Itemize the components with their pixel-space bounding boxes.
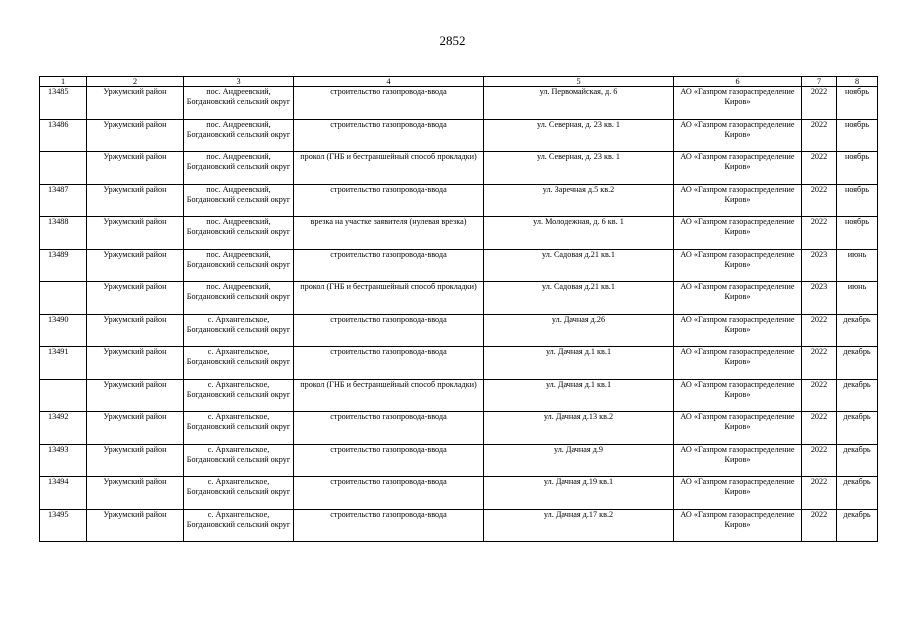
table-row: [40, 282, 878, 315]
cell-settlement: пос. Андреевский, Богдановский сельский округ: [184, 217, 294, 250]
cell-work-type: строительство газопровода-ввода: [294, 444, 484, 477]
table-row: [40, 412, 878, 445]
cell-address: ул. Садовая д.21 кв.1: [484, 249, 674, 282]
cell-district: Уржумский район: [87, 379, 184, 412]
cell-settlement: пос. Андреевский, Богдановский сельский округ: [184, 249, 294, 282]
cell-district: Уржумский район: [87, 249, 184, 282]
table-row: [40, 249, 878, 282]
cell-work-type: строительство газопровода-ввода: [294, 249, 484, 282]
cell-address: ул. Дачная д.13 кв.2: [484, 412, 674, 445]
cell-organization: АО «Газпром газораспределение Киров»: [674, 509, 802, 542]
cell-district: Уржумский район: [87, 347, 184, 380]
column-number: 5: [484, 77, 674, 87]
column-number: 3: [184, 77, 294, 87]
cell-year: 2022: [802, 347, 837, 380]
cell-district: Уржумский район: [87, 282, 184, 315]
cell-month: июнь: [837, 249, 878, 282]
cell-district: Уржумский район: [87, 509, 184, 542]
cell-district: Уржумский район: [87, 87, 184, 120]
cell-address: ул. Дачная д.17 кв.2: [484, 509, 674, 542]
cell-organization: АО «Газпром газораспределение Киров»: [674, 379, 802, 412]
cell-month: декабрь: [837, 314, 878, 347]
cell-organization: АО «Газпром газораспределение Киров»: [674, 412, 802, 445]
cell-address: ул. Дачная д.9: [484, 444, 674, 477]
cell-district: Уржумский район: [87, 477, 184, 510]
cell-organization: АО «Газпром газораспределение Киров»: [674, 249, 802, 282]
cell-number: [40, 152, 87, 185]
table-row: [40, 314, 878, 347]
cell-year: 2022: [802, 217, 837, 250]
cell-month: декабрь: [837, 509, 878, 542]
cell-month: декабрь: [837, 444, 878, 477]
cell-organization: АО «Газпром газораспределение Киров»: [674, 477, 802, 510]
cell-work-type: врезка на участке заявителя (нулевая врезка): [294, 217, 484, 250]
cell-year: 2022: [802, 477, 837, 510]
cell-work-type: строительство газопровода-ввода: [294, 87, 484, 120]
cell-month: ноябрь: [837, 217, 878, 250]
cell-year: 2022: [802, 87, 837, 120]
cell-year: 2022: [802, 119, 837, 152]
cell-organization: АО «Газпром газораспределение Киров»: [674, 119, 802, 152]
cell-district: Уржумский район: [87, 314, 184, 347]
column-number-row: [40, 77, 878, 87]
cell-year: 2022: [802, 184, 837, 217]
cell-work-type: строительство газопровода-ввода: [294, 119, 484, 152]
cell-number: [40, 379, 87, 412]
column-number: 1: [40, 77, 87, 87]
cell-district: Уржумский район: [87, 444, 184, 477]
cell-address: ул. Дачная д.19 кв.1: [484, 477, 674, 510]
cell-settlement: пос. Андреевский, Богдановский сельский округ: [184, 152, 294, 185]
cell-work-type: прокол (ГНБ и бестраншейный способ прокладки): [294, 282, 484, 315]
cell-month: ноябрь: [837, 87, 878, 120]
cell-month: декабрь: [837, 347, 878, 380]
cell-year: 2022: [802, 444, 837, 477]
table-row: [40, 379, 878, 412]
cell-settlement: с. Архангельское, Богдановский сельский округ: [184, 347, 294, 380]
cell-month: декабрь: [837, 412, 878, 445]
column-number: 6: [674, 77, 802, 87]
cell-address: ул. Садовая д.21 кв.1: [484, 282, 674, 315]
cell-organization: АО «Газпром газораспределение Киров»: [674, 87, 802, 120]
table-row: [40, 184, 878, 217]
cell-organization: АО «Газпром газораспределение Киров»: [674, 347, 802, 380]
cell-work-type: строительство газопровода-ввода: [294, 412, 484, 445]
cell-number: 13495: [40, 509, 87, 542]
cell-settlement: пос. Андреевский, Богдановский сельский округ: [184, 184, 294, 217]
cell-year: 2023: [802, 249, 837, 282]
cell-work-type: прокол (ГНБ и бестраншейный способ прокладки): [294, 379, 484, 412]
column-number: 2: [87, 77, 184, 87]
table-row: [40, 509, 878, 542]
cell-work-type: строительство газопровода-ввода: [294, 509, 484, 542]
cell-work-type: строительство газопровода-ввода: [294, 477, 484, 510]
cell-address: ул. Дачная д.1 кв.1: [484, 347, 674, 380]
cell-organization: АО «Газпром газораспределение Киров»: [674, 314, 802, 347]
cell-address: ул. Северная, д. 23 кв. 1: [484, 119, 674, 152]
cell-number: 13493: [40, 444, 87, 477]
cell-settlement: с. Архангельское, Богдановский сельский округ: [184, 379, 294, 412]
cell-settlement: пос. Андреевский, Богдановский сельский округ: [184, 87, 294, 120]
cell-address: ул. Дачная д.1 кв.1: [484, 379, 674, 412]
cell-number: 13492: [40, 412, 87, 445]
cell-settlement: с. Архангельское, Богдановский сельский округ: [184, 509, 294, 542]
table-row: [40, 217, 878, 250]
page-number: 2852: [439, 33, 466, 48]
cell-settlement: с. Архангельское, Богдановский сельский округ: [184, 412, 294, 445]
cell-work-type: прокол (ГНБ и бестраншейный способ прокладки): [294, 152, 484, 185]
cell-month: декабрь: [837, 477, 878, 510]
table-row: [40, 119, 878, 152]
registry-table: [39, 76, 878, 542]
cell-settlement: с. Архангельское, Богдановский сельский округ: [184, 477, 294, 510]
cell-organization: АО «Газпром газораспределение Киров»: [674, 184, 802, 217]
cell-district: Уржумский район: [87, 184, 184, 217]
cell-number: 13494: [40, 477, 87, 510]
cell-month: июнь: [837, 282, 878, 315]
column-number: 7: [802, 77, 837, 87]
cell-organization: АО «Газпром газораспределение Киров»: [674, 444, 802, 477]
cell-work-type: строительство газопровода-ввода: [294, 184, 484, 217]
cell-number: 13487: [40, 184, 87, 217]
cell-address: ул. Дачная д.26: [484, 314, 674, 347]
column-number: 8: [837, 77, 878, 87]
cell-year: 2023: [802, 282, 837, 315]
table-body: [40, 77, 878, 542]
cell-year: 2022: [802, 509, 837, 542]
table-row: [40, 87, 878, 120]
cell-number: 13491: [40, 347, 87, 380]
cell-settlement: пос. Андреевский, Богдановский сельский округ: [184, 282, 294, 315]
cell-month: декабрь: [837, 379, 878, 412]
cell-settlement: с. Архангельское, Богдановский сельский округ: [184, 444, 294, 477]
cell-organization: АО «Газпром газораспределение Киров»: [674, 282, 802, 315]
cell-number: 13486: [40, 119, 87, 152]
cell-address: ул. Молодежная, д. 6 кв. 1: [484, 217, 674, 250]
cell-district: Уржумский район: [87, 119, 184, 152]
cell-organization: АО «Газпром газораспределение Киров»: [674, 152, 802, 185]
cell-organization: АО «Газпром газораспределение Киров»: [674, 217, 802, 250]
cell-number: 13488: [40, 217, 87, 250]
cell-month: ноябрь: [837, 119, 878, 152]
table-row: [40, 477, 878, 510]
column-number: 4: [294, 77, 484, 87]
cell-address: ул. Северная, д. 23 кв. 1: [484, 152, 674, 185]
cell-year: 2022: [802, 379, 837, 412]
table-row: [40, 347, 878, 380]
cell-district: Уржумский район: [87, 152, 184, 185]
table-row: [40, 444, 878, 477]
cell-number: 13490: [40, 314, 87, 347]
cell-year: 2022: [802, 412, 837, 445]
cell-district: Уржумский район: [87, 412, 184, 445]
cell-year: 2022: [802, 314, 837, 347]
cell-work-type: строительство газопровода-ввода: [294, 314, 484, 347]
cell-address: ул. Первомайская, д. 6: [484, 87, 674, 120]
cell-work-type: строительство газопровода-ввода: [294, 347, 484, 380]
cell-number: [40, 282, 87, 315]
cell-month: ноябрь: [837, 152, 878, 185]
cell-number: 13489: [40, 249, 87, 282]
cell-number: 13485: [40, 87, 87, 120]
cell-month: ноябрь: [837, 184, 878, 217]
table-row: [40, 152, 878, 185]
cell-year: 2022: [802, 152, 837, 185]
cell-settlement: пос. Андреевский, Богдановский сельский округ: [184, 119, 294, 152]
cell-district: Уржумский район: [87, 217, 184, 250]
cell-address: ул. Заречная д.5 кв.2: [484, 184, 674, 217]
cell-settlement: с. Архангельское, Богдановский сельский округ: [184, 314, 294, 347]
